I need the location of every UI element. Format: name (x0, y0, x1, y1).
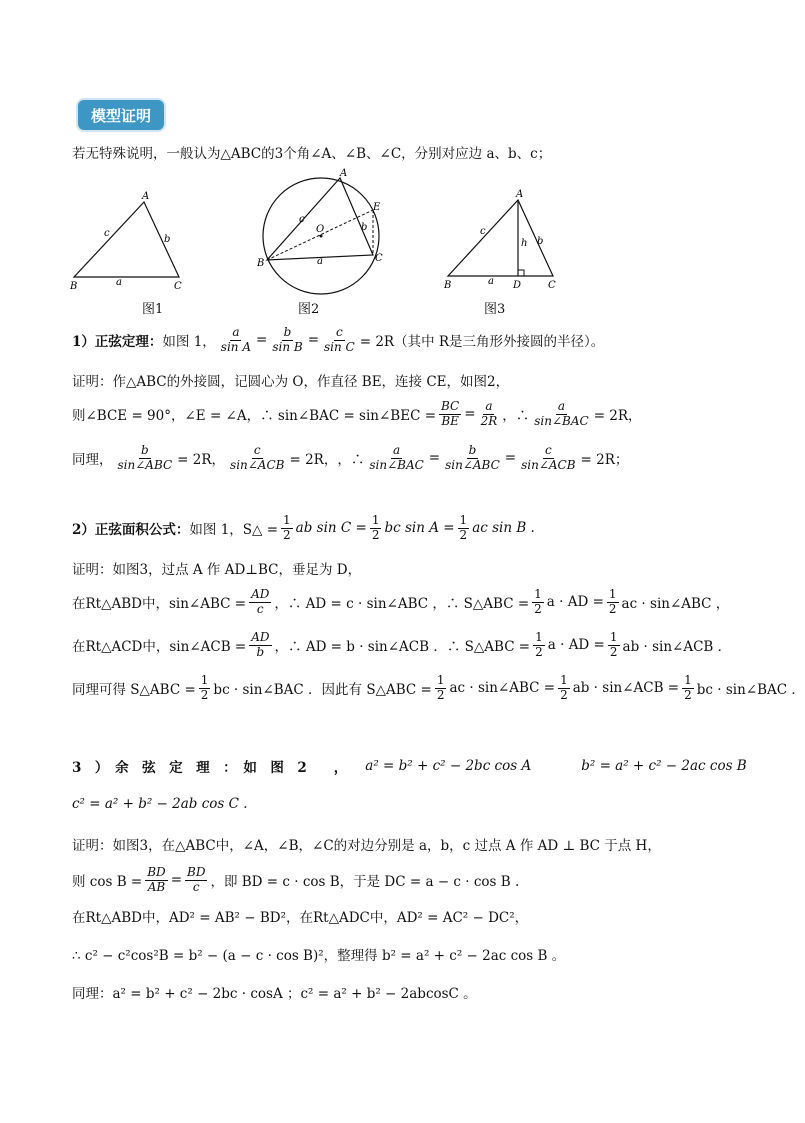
label-side-c: c (299, 214, 305, 225)
sine-law-lead: 如图 1， (162, 334, 216, 350)
figure-3 (440, 188, 565, 295)
label-a-vertex: A (516, 189, 524, 200)
sine-law-tail: = 2R（其中 R是三角形外接圆的半径）。 (359, 334, 605, 350)
frac-a-sinA: $\frac{a}{\text{sin A}}$ (220, 324, 252, 354)
label-b-vertex: B (70, 281, 78, 292)
figure-2 (255, 168, 385, 298)
sine-proof-line-1: 证明：作△ABC的外接圆，记圆心为 O，作直径 BE，连接 CE，如图2， (72, 374, 510, 390)
cosine-proof-line-5: 同理：a² = b² + c² − 2bc · cosA ；c² = a² + b² − 2abcosC 。 (72, 986, 477, 1002)
label-side-b: b (164, 234, 171, 245)
cosine-proof-line-3: 在Rt△ABD中，AD² = AB² − BD²，在Rt△ADC中，AD² = AC² − DC²， (72, 910, 529, 926)
right-angle-mark (518, 270, 524, 276)
label-side-a: a (488, 276, 494, 287)
area-proof-line-3: 在Rt△ACD中，sin∠ACB = $\frac{AD}{b}$ ，∴ AD = b · sin∠ACB ．∴ S△ABC = $\frac{1}{2}$ a · AD = $\frac{1}{2}$ ab · sin∠ACB ． (72, 629, 732, 659)
cosine-proof-line-2: 则 cos B = $\frac{BD}{AB}$ = $\frac{BD}{c}$ ，即 BD = c · cos B，于是 DC = a − c · cos B . (72, 864, 520, 894)
cosine-law-statement: 3 ） 余 弦 定 理 ： 如 图 2 ， a² = b² + c² − 2bc cos A b² = a² + c² − 2ac cos B (72, 758, 747, 776)
label-c-vertex: C (375, 253, 383, 264)
label-d-foot: D (513, 280, 522, 291)
label-height-h: h (521, 238, 528, 249)
label-side-a: a (116, 277, 122, 288)
sine-law-statement: 1）正弦定理： 如图 1， $\frac{a}{\text{sin A}}$ = $\frac{b}{\text{sin B}}$ = $\frac{c}{\text{sin C}}$ = 2R（其中 R是三角形外接圆的半径）。 (72, 324, 605, 354)
cosine-proof-line-1: 证明：如图3，在△ABC中，∠A，∠B，∠C的对边分别是 a，b，c 过点 A 作 AD ⊥ BC 于点 H， (72, 838, 661, 854)
label-side-c: c (480, 226, 486, 237)
intro-text: 若无特殊说明，一般认为△ABC的3个角∠A、∠B、∠C，分别对应边 a、b、c； (72, 146, 552, 162)
label-b-vertex: B (444, 280, 452, 291)
label-side-b: b (361, 222, 368, 233)
label-side-a: a (317, 256, 323, 267)
label-o-center: O (316, 224, 325, 235)
label-c-vertex: C (548, 280, 556, 291)
area-proof-line-1: 证明：如图3，过点 A 作 AD⊥BC，垂足为 D， (72, 562, 362, 578)
sine-proof-line-3: 同理， $\frac{b}{\text{sin∠ABC}}$ = 2R， $\frac{c}{\text{sin∠ACB}}$ = 2R， ，∴ $\frac{a}{\text{sin∠BAC}}$ = $\frac{b}{\text{sin∠ABC}}$ = $\frac{c}{\text{sin∠ACB}}$ = 2R； (72, 442, 629, 472)
label-b-vertex: B (257, 258, 265, 269)
caption-figure-3: 图3 (484, 302, 506, 317)
label-side-b: b (537, 236, 544, 247)
sine-proof-line-2: 则∠BCE = 90°，∠E = ∠A，∴ sin∠BAC = sin∠BEC = $\frac{BC}{BE}$ = $\frac{a}{2R}$ ，∴ $\frac{a}{\text{sin∠BAC}}$ = 2R， (72, 398, 642, 428)
frac-c-sinC: $\frac{c}{\text{sin C}}$ (324, 324, 355, 354)
frac-b-sinB: $\frac{b}{\text{sin B}}$ (272, 324, 303, 354)
label-a-vertex: A (340, 168, 348, 179)
area-proof-line-2: 在Rt△ABD中，sin∠ABC = $\frac{AD}{c}$ ，∴ AD = c · sin∠ABC ，∴ S△ABC = $\frac{1}{2}$ a · AD = $\frac{1}{2}$ ac · sin∠ABC ， (72, 586, 730, 616)
area-proof-line-4: 同理可得 S△ABC = $\frac{1}{2}$ bc · sin∠BAC ．因此有 S△ABC = $\frac{1}{2}$ ac · sin∠ABC = $\frac{1}{2}$ ab · sin∠ACB = $\frac{1}{2}$ bc · sin∠BAC ． (72, 672, 805, 702)
section-badge: 模型证明 (78, 100, 164, 130)
sine-law-title: 1）正弦定理： (72, 334, 163, 350)
figure-1 (66, 190, 191, 295)
caption-figure-1: 图1 (142, 302, 164, 317)
label-c-vertex: C (174, 281, 182, 292)
caption-figure-2: 图2 (298, 302, 320, 317)
cosine-law-eq3: c² = a² + b² − 2ab cos C . (72, 796, 248, 812)
cosine-proof-line-4: ∴ c² − c²cos²B = b² − (a − c · cos B)²，整理得 b² = a² + c² − 2ac cos B 。 (72, 948, 566, 964)
label-e-vertex: E (373, 202, 381, 213)
label-side-c: c (104, 228, 110, 239)
area-formula-statement: 2）正弦面积公式： 如图 1，S△ = $\frac{1}{2}$ ab sin C = $\frac{1}{2}$ bc sin A = $\frac{1}{2}$ ac sin B . (72, 512, 535, 542)
label-a-vertex: A (142, 191, 150, 202)
